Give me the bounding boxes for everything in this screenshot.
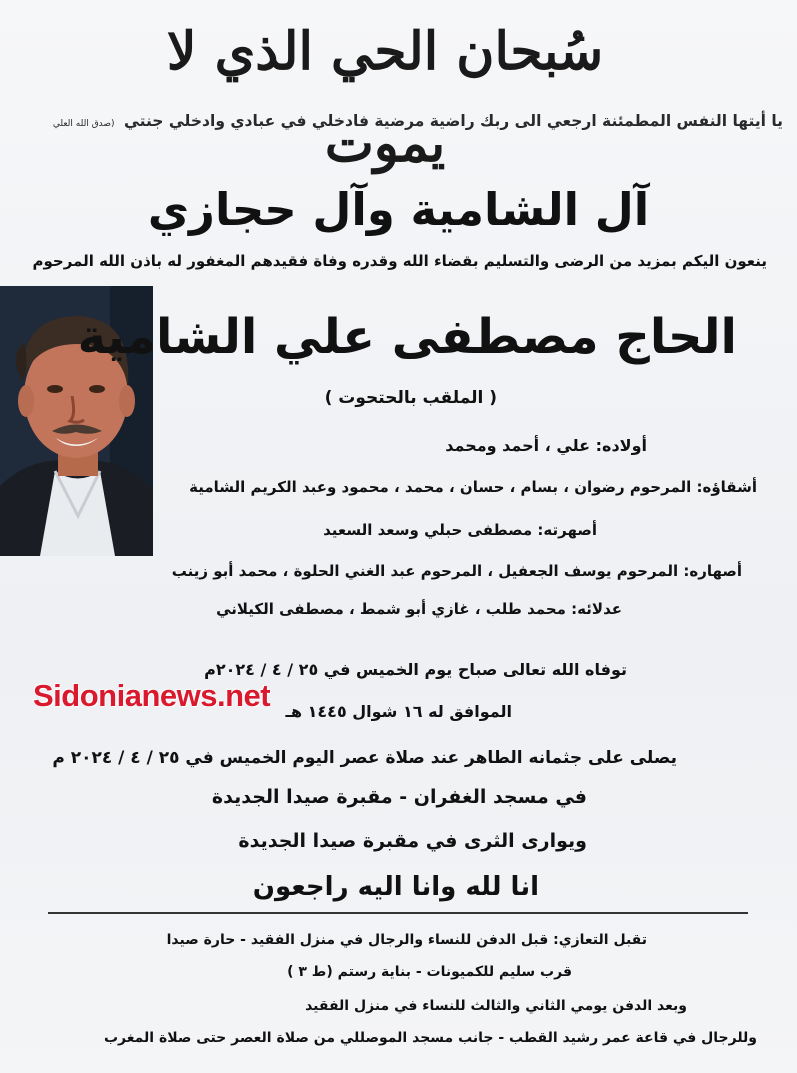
announcement: ينعون اليكم بمزيد من الرضى والتسليم بقضاء الله وقدره وفاة فقيدهم المغفور له باذن الله المرحوم [32, 252, 767, 270]
deceased-nickname: ( الملقب بالحتحوت ) [324, 388, 497, 408]
brothers-line: أشقاؤه: المرحوم رضوان ، بسام ، حسان ، محمد ، محمود وعبد الكريم الشامية [189, 478, 757, 496]
sisters-husbands-line: أصهرته: مصطفى حبلي وسعد السعيد [323, 521, 597, 539]
hijri-date: الموافق له ١٦ شوال ١٤٤٥ هـ [285, 702, 512, 721]
funeral-prayer: يصلى على جثمانه الطاهر عند صلاة عصر اليوم الخميس في ٢٥ / ٤ / ٢٠٢٤ م [52, 748, 677, 768]
watermark-logo: Sidonianews.net [33, 678, 271, 713]
in-laws-line: أصهاره: المرحوم يوسف الجعفيل ، المرحوم عبد الغني الحلوة ، محمد أبو زينب [171, 562, 742, 580]
death-date: توفاه الله تعالى صباح يوم الخميس في ٢٥ / ٤ / ٢٠٢٤م [204, 660, 627, 679]
divider [48, 912, 748, 914]
co-in-laws-line: عدلائه: محمد طلب ، غازي أبو شمط ، مصطفى الكيلاني [216, 600, 622, 618]
mosque-location: في مسجد الغفران - مقبرة صيدا الجديدة [211, 786, 587, 808]
condolence-line-4: وللرجال في قاعة عمر رشيد القطب - جانب مسجد الموصللي من صلاة العصر حتى صلاة المغرب [103, 1030, 757, 1046]
burial-location: ويوارى الثرى في مقبرة صيدا الجديدة [238, 830, 587, 852]
condolence-line-3: وبعد الدفن يومي الثاني والثالث للنساء في منزل الفقيد [305, 998, 687, 1014]
closing-phrase: انا لله وانا اليه راجعون [252, 872, 539, 902]
verse-text: يا أيتها النفس المطمئنة ارجعي الى ربك راضية مرضية فادخلي في عبادي وادخلي جنتي [123, 112, 783, 130]
verse-citation: (صدق الله العلي [52, 119, 115, 129]
family-names: آل الشامية وآل حجازي [147, 183, 650, 236]
condolence-line-1: تقبل التعازي: قبل الدفن للنساء والرجال في منزل الفقيد - حارة صيدا [166, 932, 647, 948]
quran-verse [53, 112, 783, 130]
condolence-line-2: قرب سليم للكميونات - بناية رستم (ط ٣ ) [287, 964, 572, 980]
calligraphy-heading: سُبحان الحي الذي لا يموت [166, 21, 604, 174]
deceased-name: الحاج مصطفى علي الشامية [77, 309, 737, 365]
children-line: أولاده: علي ، أحمد ومحمد [445, 436, 647, 455]
